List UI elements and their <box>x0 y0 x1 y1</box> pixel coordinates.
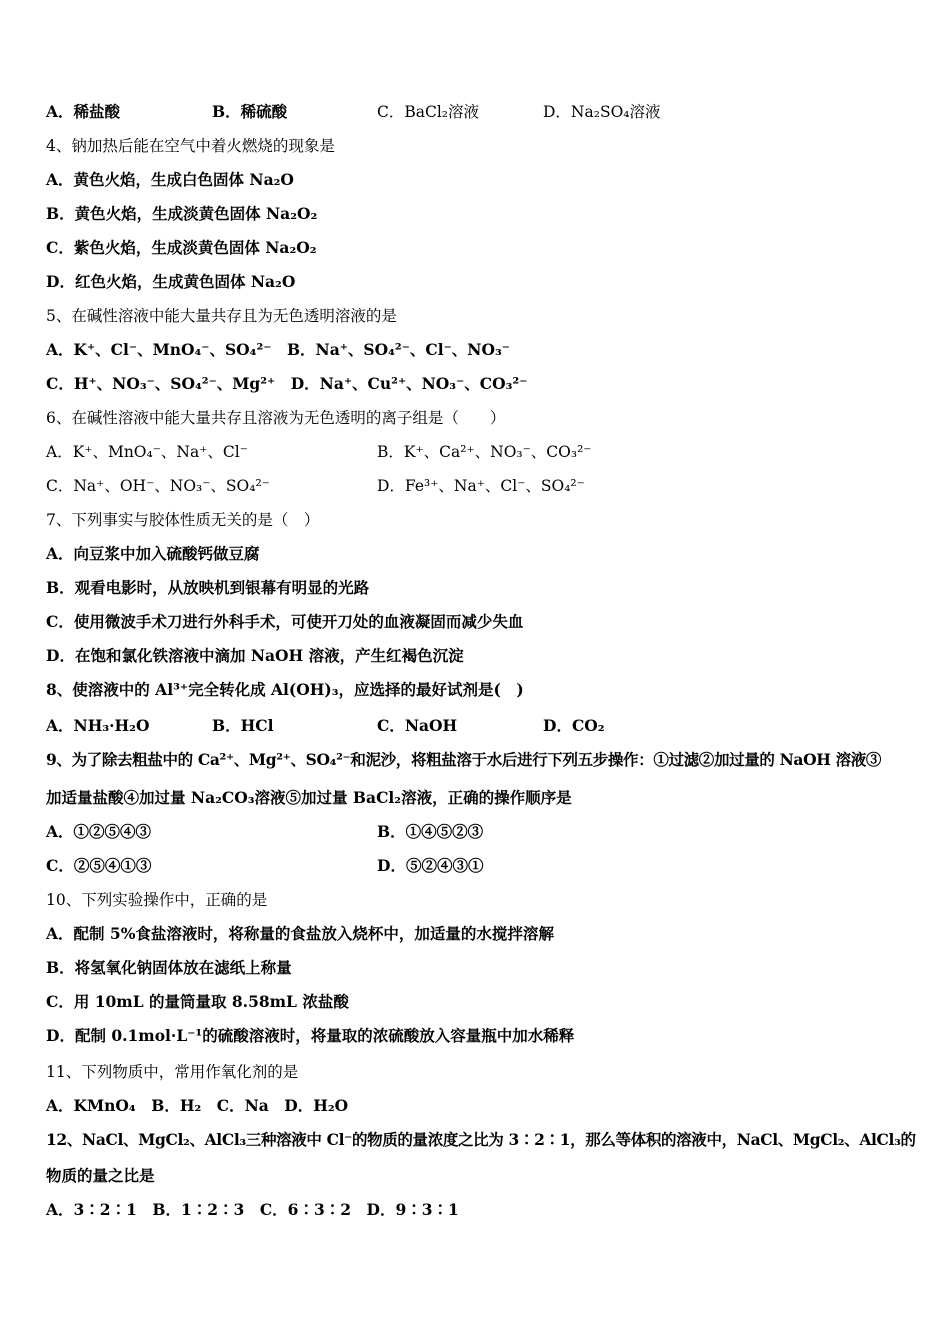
q8-option-c: C．NaOH <box>377 716 458 735</box>
q5-options-ab: A．K⁺、Cl⁻、MnO₄⁻、SO₄²⁻ B．Na⁺、SO₄²⁻、Cl⁻、NO₃⁻ <box>46 340 510 359</box>
q9-stem-line2: 加适量盐酸④加过量 Na₂CO₃溶液⑤加过量 BaCl₂溶液，正确的操作顺序是 <box>46 788 572 807</box>
q8-option-b: B．HCl <box>212 716 274 735</box>
q8-option-d: D．CO₂ <box>543 716 605 735</box>
q9-option-a: A．①②⑤④③ <box>46 822 152 841</box>
q5-options-cd: C．H⁺、NO₃⁻、SO₄²⁻、Mg²⁺ D．Na⁺、Cu²⁺、NO₃⁻、CO₃²⁻ <box>46 374 528 393</box>
q10-option-d: D．配制 0.1mol·L⁻¹的硫酸溶液时，将量取的浓硫酸放入容量瓶中加水稀释 <box>46 1026 575 1045</box>
q3-option-a: A．稀盐酸 <box>46 102 121 121</box>
q9-option-d: D．⑤②④③① <box>377 856 484 875</box>
q9-stem-line1: 9、为了除去粗盐中的 Ca²⁺、Mg²⁺、SO₄²⁻和泥沙，将粗盐溶于水后进行下列五步操作：①过滤②加过量的 NaOH 溶液③ <box>46 750 882 769</box>
q6-stem: 6、在碱性溶液中能大量共存且溶液为无色透明的离子组是（ ） <box>46 409 506 427</box>
q4-option-d: D．红色火焰，生成黄色固体 Na₂O <box>46 272 296 291</box>
q7-option-a: A．向豆浆中加入硫酸钙做豆腐 <box>46 544 260 563</box>
q10-option-b: B．将氢氧化钠固体放在滤纸上称量 <box>46 958 292 977</box>
q6-option-c: C．Na⁺、OH⁻、NO₃⁻、SO₄²⁻ <box>46 477 270 495</box>
q6-option-b: B．K⁺、Ca²⁺、NO₃⁻、CO₃²⁻ <box>377 443 592 461</box>
q7-option-d: D．在饱和氯化铁溶液中滴加 NaOH 溶液，产生红褐色沉淀 <box>46 646 464 665</box>
q3-option-c: C．BaCl₂溶液 <box>377 103 480 121</box>
q5-stem: 5、在碱性溶液中能大量共存且为无色透明溶液的是 <box>46 307 397 325</box>
q9-option-c: C．②⑤④①③ <box>46 856 152 875</box>
q10-option-a: A．配制 5%食盐溶液时，将称量的食盐放入烧杯中，加适量的水搅拌溶解 <box>46 924 554 943</box>
q12-stem-line2: 物质的量之比是 <box>46 1166 155 1185</box>
q10-stem: 10、下列实验操作中，正确的是 <box>46 891 268 909</box>
q12-options: A．3∶2∶1 B．1∶2∶3 C．6∶3∶2 D．9∶3∶1 <box>46 1200 459 1219</box>
q7-option-c: C．使用微波手术刀进行外科手术，可使开刀处的血液凝固而减少失血 <box>46 612 524 631</box>
q10-option-c: C．用 10mL 的量筒量取 8.58mL 浓盐酸 <box>46 992 349 1011</box>
q6-option-a: A．K⁺、MnO₄⁻、Na⁺、Cl⁻ <box>46 443 248 461</box>
q11-options: A．KMnO₄ B．H₂ C．Na D．H₂O <box>46 1096 349 1115</box>
q7-option-b: B．观看电影时，从放映机到银幕有明显的光路 <box>46 578 370 597</box>
q6-option-d: D．Fe³⁺、Na⁺、Cl⁻、SO₄²⁻ <box>377 477 585 495</box>
q3-option-d: D．Na₂SO₄溶液 <box>543 103 661 121</box>
q8-option-a: A．NH₃·H₂O <box>46 716 150 735</box>
q9-option-b: B．①④⑤②③ <box>377 822 484 841</box>
q4-option-c: C．紫色火焰，生成淡黄色固体 Na₂O₂ <box>46 238 317 257</box>
q4-option-b: B．黄色火焰，生成淡黄色固体 Na₂O₂ <box>46 204 318 223</box>
q12-stem-line1: 12、NaCl、MgCl₂、AlCl₃三种溶液中 Cl⁻的物质的量浓度之比为 3∶2∶1，那么等体积的溶液中，NaCl、MgCl₂、AlCl₃的 <box>46 1130 916 1149</box>
q11-stem: 11、下列物质中，常用作氧化剂的是 <box>46 1063 299 1081</box>
q7-stem: 7、下列事实与胶体性质无关的是（ ） <box>46 511 320 529</box>
q4-option-a: A．黄色火焰，生成白色固体 Na₂O <box>46 170 294 189</box>
q8-stem: 8、使溶液中的 Al³⁺完全转化成 Al(OH)₃，应选择的最好试剂是( ) <box>46 680 524 699</box>
q4-stem: 4、钠加热后能在空气中着火燃烧的现象是 <box>46 137 335 155</box>
q3-option-b: B．稀硫酸 <box>212 102 288 121</box>
